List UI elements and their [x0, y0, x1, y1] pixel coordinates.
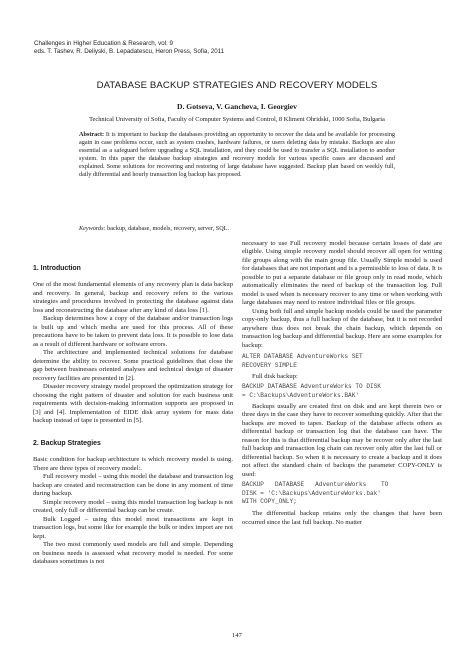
editors-line: eds. T. Tashev, R. Deliyski, B. Lepadatescu, Heron Press, Sofia, 2011: [34, 48, 225, 56]
running-header: [34, 40, 224, 56]
page-number: 147: [232, 632, 242, 639]
paragraph: Bulk Logged – using this model most transactions are kept in transaction logs, but some like for example the bulk or index import are not kept.: [33, 515, 233, 540]
code-line: BACKUP DATABASE AdventureWorks TO DISK: [242, 383, 381, 391]
keywords: [79, 225, 395, 232]
right-column: [242, 240, 442, 527]
keywords-label: Keywords:: [79, 225, 106, 232]
keywords-text: backup, database, models, recovery, server, SQL.: [107, 225, 229, 232]
code-line: WITH COPY_ONLY;: [242, 497, 297, 505]
paragraph: The differential backup retains only the changes that have been occurred since the last full backup. No matter: [242, 510, 442, 526]
code-line: RECOVERY SIMPLE: [242, 361, 297, 369]
abstract-label: Abstract:: [79, 131, 105, 138]
paragraph: Basic condition for backup architecture is which recovery model is using. There are three types of recovery model:.: [33, 456, 233, 472]
code-line: DISK = 'C:\Backups\AdventureWorks.bak': [242, 489, 381, 497]
paragraph: Full recovery model – using this model the database and transaction log backup are created and reconstruction can be done in any moment of time during backup.: [33, 473, 233, 498]
paragraph: One of the most fundamental elements of any recovery plan is data backup and recovery. In general, backup and recovery refers to the various strategies and procedures involved in protecting the database against data loss and reconstructing the database after any kind of data loss [1].: [33, 281, 233, 314]
code-line: = C:\Backups\AdventureWorks.BAK': [242, 391, 360, 399]
section-1-heading: 1. Introduction: [33, 265, 81, 272]
paragraph: Backup determines how a copy of the database and/or transaction logs is built up and which media are used for this process. All of these precautions have to be taken to prevent data loss. It is possible to lose data as a result of different hardware or software errors.: [33, 315, 233, 348]
abstract-text: It is important to backup the databases providing an opportunity to recover the data and be available for processing again in case problems occur, such as system crashes, hardware failures, or users deleting data by mistake. Backups are also essential as a safeguard before upgrading a SQL installation, and they could be used to transfer a SQL installation to another system. In this paper the database backup strategies and recovery models for various specific cases are discussed and explained. Some solutions for recovering and restoring of large database have suggested. Backup plan based on weekly full, daily differential and hourly transaction log backup has proposed.: [79, 131, 396, 179]
paragraph: necessary to use Full recovery model because certain losses of date are eligible. Using simple recovery model should recover all open for writing file groups along with the main group file. Usually Simple model is used for databases that are not important and is a permissible to loss of data. It is possible to put a separate database or file group only in read mode, which automatically eliminates the need of backup of the transaction log. Full model is used when is necessary recover to any time or when working with large databases may need to restore individual files or file groups.: [242, 240, 442, 307]
left-column: [33, 265, 233, 567]
code-caption: Full disk backup:: [252, 372, 298, 380]
paragraph: Backups usually are created first on disk and are kept therein two or three days in the case they have to recover something quickly. After that the backups are moved to tapes. Backup of the database affects others as differential backup or transaction log that the database can have. The reason for this is that differential backup may be recover only after the last full backup and transaction log chain can recover only after the last full or differential backup. So when it is necessary to create a backup and it does not affect the standard chain of backups the parameter COPY-ONLY is used:: [242, 402, 442, 478]
affiliation: Technical University of Sofia, Faculty of Computer Systems and Control, 8 Kliment Ohridski, 1000 Sofia, Bulgaria: [89, 116, 385, 123]
paragraph: Simple recovery model – using this model transaction log backup is not created, only full or differential backup can be create.: [33, 498, 233, 515]
journal-name: Challenges in Higher Education & Research, vol. 9: [34, 40, 173, 47]
code-line: BACKUP DATABASE AdventureWorks TO: [242, 481, 389, 489]
paragraph: The two most commonly used models are full and simple. Depending on business needs is assessed what recovery model is needed. For some databases sometimes is not: [33, 541, 233, 566]
code-line: ALTER DATABASE AdventureWorks SET: [242, 353, 363, 361]
paragraph: The architecture and implemented technical solutions for database determine the ability to recover. Some practical guidelines that close the gap between businesses oriented analyses and technical design of disaster recovery facilities are presented in [2].: [33, 349, 233, 382]
paper-title: DATABASE BACKUP STRATEGIES AND RECOVERY MODELS: [96, 80, 378, 91]
paragraph: Using both full and simple backup models could be used the parameter copy-only backup, thus a full backup of the database, but it is not recorded anywhere thus does not break the chain backup, which depends on transaction log backup and differential backup. Here are some examples for backup:: [242, 307, 442, 349]
paragraph: Disaster recovery strategy model proposed the optimization strategy for choosing the right pattern of disaster and solution for each business unit requirements with decision-making information supports are proposed in [3] and [4]. Implementation of EIDE disk array system for mass data backup instead of tape is presented in [5].: [33, 383, 233, 425]
section-2-heading: 2. Backup Strategies: [33, 439, 101, 447]
authors: D. Gotseva, V. Gancheva, I. Georgiev: [177, 102, 297, 111]
abstract: [79, 131, 395, 180]
